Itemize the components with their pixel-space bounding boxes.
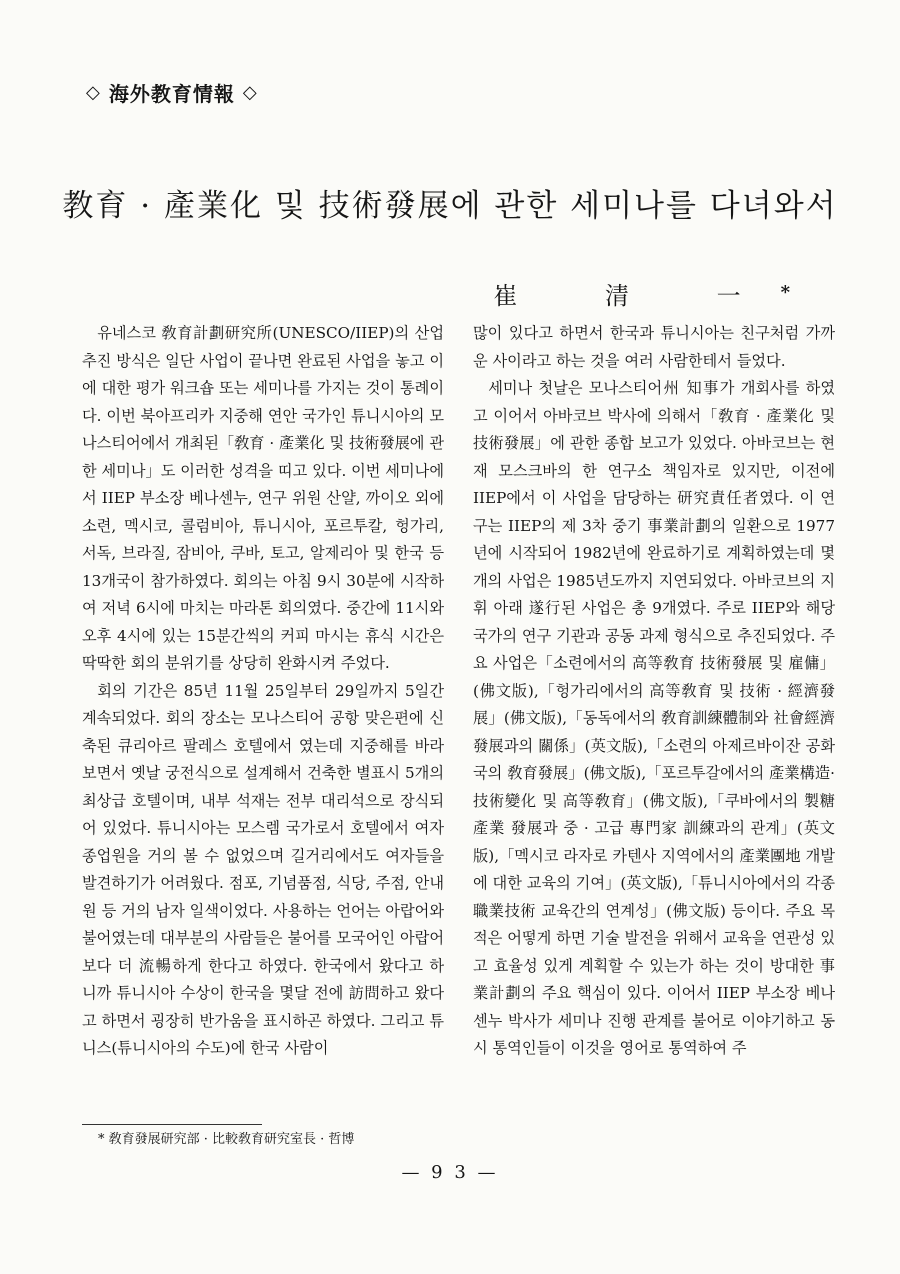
left-diamond-icon: ◇ (86, 82, 101, 103)
article-title: 教育 · 產業化 및 技術發展에 관한 세미나를 다녀와서 (62, 188, 838, 224)
left-paragraph-1: 유네스코 敎育計劃研究所(UNESCO/IIEP)의 산업 추진 방식은 일단 사업이 끝나면 완료된 사업을 놓고 이에 대한 평가 워크숍 또는 세미나를 가지는 것이 통례이다. 이번 북아프리카 지중해 연안 국가인 튜니시아의 모나스티어에서 개최된「敎育 · 產業化 및 技術發展에 관한 세미나」도 이러한 성격을 띠고 있다. 이번 세미나에서 IIEP 부소장 베나센누, 연구 위원 산얄, 까이오 외에 소련, 멕시코, 콜럼비아, 튜니시아, 포르투칼, 헝가리, 서독, 브라질, 잠비아, 쿠바, 토고, 알제리아 및 한국 등 13개국이 참가하였다. 회의는 아침 9시 30분에 시작하여 저녁 6시에 마치는 마라톤 회의였다. 중간에 11시와 오후 4시에 있는 15분간씩의 커피 마시는 휴식 시간은 딱딱한 회의 분위기를 상당히 완화시켜 주었다. (82, 324, 444, 672)
author-line (493, 276, 790, 311)
author-name: 崔 清 一 (493, 282, 781, 310)
section-title: 海外教育情報 (108, 82, 235, 106)
right-paragraph-2: 세미나 첫날은 모나스티어州 知事가 개회사를 하였고 이어서 아바코브 박사에 의해서「敎育 · 產業化 및 技術發展」에 관한 종합 보고가 있었다. 아바코브는 현재 모스크바의 한 연구소 책임자로 있지만, 이전에 IIEP에서 이 사업을 담당하는 研究責任者였다. 이 연구는 IIEP의 제 3차 중기 事業計劃의 일환으로 1977년에 시작되어 1982년에 완료하기로 계획하였는데 몇개의 사업은 1985년도까지 지연되었다. 아바코브의 지휘 아래 遂行된 사업은 총 9개였다. 주로 IIEP와 해당 국가의 연구 기관과 공동 과제 형식으로 추진되었다. 주요 사업은「소련에서의 高等敎育 技術發展 및 雇傭」(佛文版),「헝가리에서의 高等敎育 및 技術 · 經濟發展」(佛文版),「동독에서의 敎育訓練體制와 社會經濟 發展과의 關係」(英文版),「소련의 아제르바이잔 공화국의 敎育發展」(佛文版),「포르투갈에서의 產業構造·技術變化 및 高等敎育」(佛文版),「쿠바에서의 製糖產業 發展과 중 · 고급 專門家 訓練과의 관계」(英文版),「멕시코 라자로 카텐사 지역에서의 產業團地 개발에 대한 교육의 기여」(英文版),「튜니시아에서의 각종 職業技術 교육간의 연계성」(佛文版) 등이다. 주요 목적은 어떻게 하면 기술 발전을 위해서 교육을 연관성 있고 효율성 있게 계획할 수 있는가 하는 것이 방대한 事業計劃의 주요 핵심이 있다. 이어서 IIEP 부소장 베나센누 박사가 세미나 진행 관계를 불어로 이야기하고 동시 통역인들이 이것을 영어로 통역하여 주 (473, 379, 835, 1057)
right-column (473, 320, 835, 1063)
page-number: — 9 3 — (401, 1162, 499, 1183)
footnote-divider (82, 1124, 262, 1125)
footnote: * 敎育發展研究部 · 比較敎育研究室長 · 哲博 (98, 1132, 355, 1147)
left-column (82, 320, 444, 1063)
right-paragraph-1: 많이 있다고 하면서 한국과 튜니시아는 친구처럼 가까운 사이라고 하는 것을 여러 사람한테서 들었다. (473, 324, 835, 370)
left-paragraph-2: 회의 기간은 85년 11월 25일부터 29일까지 5일간 계속되었다. 회의 장소는 모나스티어 공항 맞은편에 신축된 큐리아르 팔레스 호텔에서 였는데 지중해를 바라보면서 옛날 궁전식으로 설계해서 건축한 별표시 5개의 최상급 호텔이며, 내부 석재는 전부 대리석으로 장식되어 있었다. 튜니시아는 모스렘 국가로서 호텔에서 여자 종업원을 거의 볼 수 없었으며 길거리에서도 여자들을 발견하기가 어려웠다. 점포, 기념품점, 식당, 주점, 안내원 등 거의 남자 일색이었다. 사용하는 언어는 아랍어와 불어였는데 대부분의 사람들은 불어를 모국어인 아랍어보다 더 流暢하게 한다고 하였다. 한국에서 왔다고 하니까 튜니시아 수상이 한국을 몇달 전에 訪問하고 왔다고 하면서 굉장히 반가움을 표시하곤 하였다. 그리고 튜니스(튜니시아의 수도)에 한국 사람이 (82, 681, 444, 1057)
right-diamond-icon: ◇ (242, 82, 258, 103)
section-label (86, 78, 258, 107)
author-footnote-mark: * (780, 282, 790, 303)
